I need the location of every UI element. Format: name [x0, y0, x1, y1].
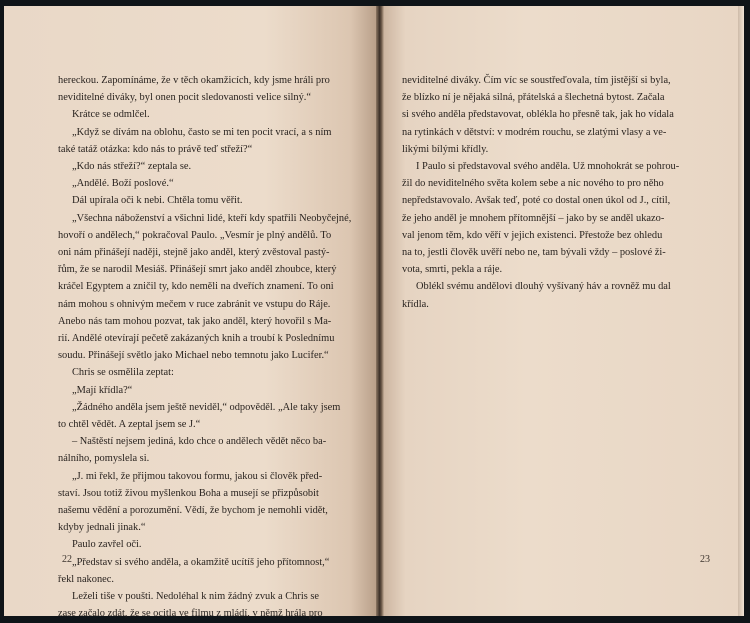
text-line: na rytinkách v dětství: v modrém rouchu, se zlatými vlasy a ve- — [402, 126, 667, 138]
text-line: Krátce se odmlčel. — [72, 109, 150, 121]
page-edge — [738, 6, 744, 616]
text-line: I Paulo si představoval svého anděla. Už mnohokrát se pohrou- — [416, 161, 680, 173]
text-line: Oblékl svému andělovi dlouhý vyšívaný háv a rovněž mu dal — [416, 281, 671, 293]
page-number-right: 23 — [700, 554, 710, 565]
text-line: val jenom těm, kdo věří v jejich existenci. Přestože bez ohledu — [402, 229, 663, 241]
text-line: že blízko ní je nějaká silná, přátelská a šlechetná bytost. Začala — [402, 92, 665, 104]
text-line: zase začalo zdát, že se ocitla ve filmu z mládí, v němž hrála pro — [58, 608, 323, 620]
text-line: řekl nakonec. — [58, 573, 114, 585]
text-line: soudu. Přinášejí světlo jako Michael nebo temnotu jako Lucifer.“ — [58, 350, 329, 362]
text-line: hereckou. Zapomínáme, že v těch okamžicích, kdy jsme hráli pro — [58, 75, 330, 86]
text-line: že jeho anděl je mnohem přítomnější – jako by se anděl ukazo- — [402, 212, 665, 224]
text-line: rií. Andělé otevírají pečetě zakázaných knih a troubí k Poslednímu — [58, 333, 335, 345]
text-line: křídla. — [402, 298, 429, 310]
text-line: řům, že se narodil Mesiáš. Přinášejí smrt jako anděl zhoubce, který — [58, 264, 337, 276]
text-line: „Andělé. Boží poslové.“ — [72, 178, 174, 190]
text-line: našemu vědění a porozumění. Vědí, že bychom je nemohli vidět, — [58, 505, 328, 517]
text-line: kdyby jednali jinak.“ — [58, 522, 146, 534]
right-page-text — [402, 72, 717, 313]
text-line: neviditelné diváky. Čím víc se soustřeďovala, tím jistější si byla, — [402, 75, 671, 86]
text-line: to chtěl vědět. A zeptal jsem se J.“ — [58, 419, 201, 431]
text-line: na to, jestli člověk uvěří nebo ne, tam bývali vždy – poslové ži- — [402, 247, 666, 259]
text-line: „Když se dívám na oblohu, často se mi ten pocit vrací, a s ním — [72, 126, 332, 138]
right-page — [384, 6, 744, 616]
page-number-left: 22 — [62, 554, 72, 565]
text-line: – Naštěstí nejsem jediná, kdo chce o andělech vědět něco ba- — [72, 436, 327, 448]
text-line: „Všechna náboženství a všichni lidé, kteří kdy spatřili Neobyčejné, — [72, 212, 352, 224]
text-line: „Mají křídla?“ — [72, 384, 133, 396]
text-line: neviditelné diváky, byl onen pocit sledovanosti velice silný.“ — [58, 92, 311, 104]
text-line: „Kdo nás střeží?“ zeptala se. — [72, 161, 192, 173]
left-page — [4, 6, 376, 620]
book-gutter — [376, 6, 384, 616]
text-line: si svého anděla představovat, oblékla ho přesně tak, jak ho vídala — [402, 109, 674, 121]
text-line: oni nám přinášejí naději, stejně jako anděl, který zvěstoval pastý- — [58, 247, 330, 259]
text-line: Dál upírala oči k nebi. Chtěla tomu věřit. — [72, 195, 243, 207]
text-line: kráčel Egyptem a zničil ty, kdo neměli na dveřích znamení. To oni — [58, 281, 334, 293]
text-line: žil do neviditelného světa kolem sebe a nic nového to pro něho — [402, 178, 664, 190]
text-line: staví. Jsou totiž živou myšlenkou Boha a musejí se přizpůsobit — [58, 487, 319, 499]
text-line: hovoří o andělech,“ pokračoval Paulo. „Vesmír je plný andělů. To — [58, 229, 332, 241]
text-line: „Představ si svého anděla, a okamžitě ucítíš jeho přítomnost,“ — [72, 556, 330, 568]
book-spread — [4, 6, 744, 620]
text-line: Leželi tiše v poušti. Nedoléhal k nim žádný zvuk a Chris se — [72, 591, 320, 603]
text-line: Chris se osmělila zeptat: — [72, 367, 174, 379]
text-line: „Žádného anděla jsem ještě neviděl,“ odpověděl. „Ale taky jsem — [72, 401, 341, 413]
text-line: Anebo nás tam mohou pozvat, tak jako anděl, který hovořil s Ma- — [58, 315, 332, 327]
text-line: nám mohou s ohnivým mečem v ruce zabránit ve vstupu do Ráje. — [58, 298, 331, 310]
text-line: „J. mi řekl, že přijmou takovou formu, jakou si člověk před- — [72, 470, 323, 482]
left-page-text — [58, 72, 370, 623]
text-line: vota, smrti, pekla a ráje. — [402, 264, 503, 276]
text-line: nálního, pomyslela si. — [58, 453, 150, 465]
text-line: likými bílými křídly. — [402, 143, 489, 155]
text-line: nepředstavovalo. Avšak teď, poté co dostal onen úkol od J., cítil, — [402, 195, 671, 207]
text-line: Paulo zavřel oči. — [72, 539, 142, 551]
text-line: také tatáž otázka: kdo nás to právě teď střeží?“ — [58, 143, 253, 155]
